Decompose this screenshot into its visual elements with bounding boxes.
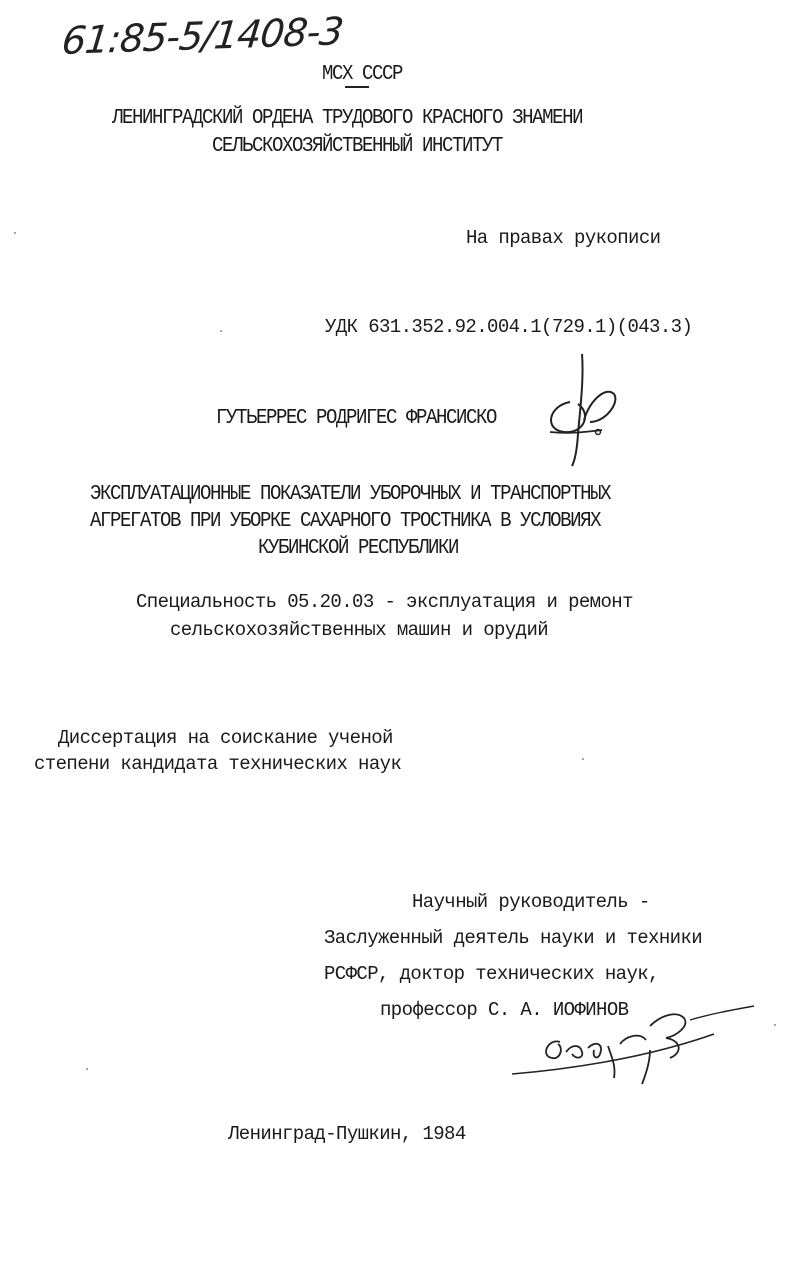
ministry-underline [345, 86, 369, 88]
specialty-line2: сельскохозяйственных машин и орудий [170, 619, 549, 641]
institute-name-line1: ЛЕНИНГРАДСКИЙ ОРДЕНА ТРУДОВОГО КРАСНОГО ЗНАМЕНИ [112, 105, 583, 130]
place-and-year: Ленинград-Пушкин, 1984 [228, 1123, 466, 1145]
supervisor-signature [500, 996, 760, 1088]
archive-number-handwritten: 61:85-5/1408-3 [59, 9, 346, 63]
paper-speck [14, 232, 16, 234]
paper-speck [86, 1068, 88, 1070]
dissertation-line2: степени кандидата технических наук [34, 753, 402, 775]
author-name: ГУТЬЕРРЕС РОДРИГЕС ФРАНСИСКО [216, 405, 497, 430]
paper-speck [582, 758, 584, 760]
manuscript-rights: На правах рукописи [466, 227, 661, 249]
title-line2: АГРЕГАТОВ ПРИ УБОРКЕ САХАРНОГО ТРОСТНИКА В УСЛОВИЯХ [90, 508, 601, 533]
supervisor-line4: профессор С. А. ИОФИНОВ [380, 999, 629, 1021]
ministry-name: МСХ СССР [322, 61, 403, 86]
paper-speck [220, 330, 222, 332]
author-signature [540, 350, 630, 470]
supervisor-line1: Научный руководитель - [412, 891, 650, 913]
title-line1: ЭКСПЛУАТАЦИОННЫЕ ПОКАЗАТЕЛИ УБОРОЧНЫХ И ТРАНСПОРТНЫХ [90, 481, 611, 506]
dissertation-line1: Диссертация на соискание ученой [58, 727, 393, 749]
paper-speck [774, 1024, 776, 1026]
institute-name-line2: СЕЛЬСКОХОЗЯЙСТВЕННЫЙ ИНСТИТУТ [212, 133, 503, 158]
supervisor-line3: РСФСР, доктор технических наук, [324, 963, 659, 985]
specialty-line1: Специальность 05.20.03 - эксплуатация и ремонт [136, 591, 633, 613]
supervisor-line2: Заслуженный деятель науки и техники [324, 927, 703, 949]
udc-code: УДК 631.352.92.004.1(729.1)(043.3) [325, 316, 693, 338]
title-line3: КУБИНСКОЙ РЕСПУБЛИКИ [258, 535, 459, 560]
